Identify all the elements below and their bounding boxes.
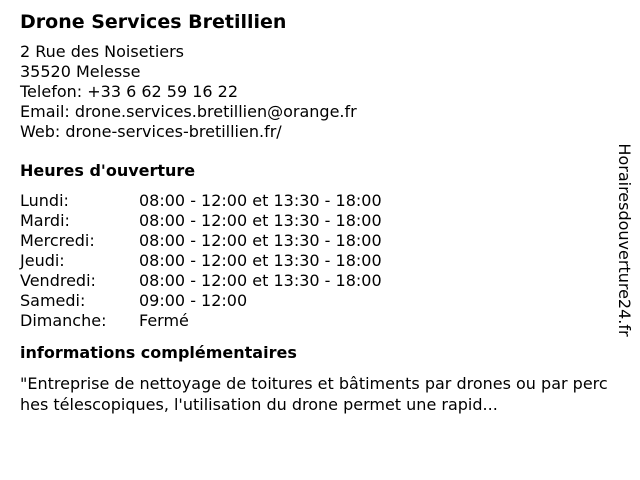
address-street: 2 Rue des Noisetiers	[20, 42, 185, 61]
hours-table	[20, 191, 610, 331]
day-label: Mercredi:	[20, 231, 95, 250]
phone-line: Telefon: +33 6 62 59 16 22	[20, 82, 239, 101]
hours-row-tuesday	[20, 211, 610, 231]
day-hours: 09:00 - 12:00	[139, 291, 248, 310]
hours-row-thursday	[20, 251, 610, 271]
hours-heading: Heures d'ouverture	[20, 161, 196, 180]
day-label: Vendredi:	[20, 271, 96, 290]
hours-row-monday	[20, 191, 610, 211]
business-card	[20, 10, 610, 415]
day-label: Mardi:	[20, 211, 70, 230]
day-label: Jeudi:	[20, 251, 65, 270]
day-label: Samedi:	[20, 291, 86, 310]
contact-block	[20, 42, 610, 142]
hours-row-friday	[20, 271, 610, 291]
day-hours: 08:00 - 12:00 et 13:30 - 18:00	[139, 191, 382, 210]
business-name: Drone Services Bretillien	[20, 11, 287, 33]
address-city: 35520 Melesse	[20, 62, 141, 81]
info-description: "Entreprise de nettoyage de toitures et bâtiments par drones ou par perches télescopiques, l'utilisation du drone permet une rapid...	[20, 374, 608, 414]
info-heading: informations complémentaires	[20, 343, 297, 362]
day-hours: 08:00 - 12:00 et 13:30 - 18:00	[139, 211, 382, 230]
day-hours: Fermé	[139, 311, 189, 330]
day-label: Dimanche:	[20, 311, 107, 330]
hours-row-saturday	[20, 291, 610, 311]
web-line: Web: drone-services-bretillien.fr/	[20, 122, 282, 141]
day-hours: 08:00 - 12:00 et 13:30 - 18:00	[139, 251, 382, 270]
hours-row-wednesday	[20, 231, 610, 251]
email-line: Email: drone.services.bretillien@orange.fr	[20, 102, 357, 121]
day-hours: 08:00 - 12:00 et 13:30 - 18:00	[139, 231, 382, 250]
day-hours: 08:00 - 12:00 et 13:30 - 18:00	[139, 271, 382, 290]
hours-row-sunday	[20, 311, 610, 331]
side-brand-text: Horairesdouverture24.fr	[615, 143, 634, 337]
day-label: Lundi:	[20, 191, 69, 210]
